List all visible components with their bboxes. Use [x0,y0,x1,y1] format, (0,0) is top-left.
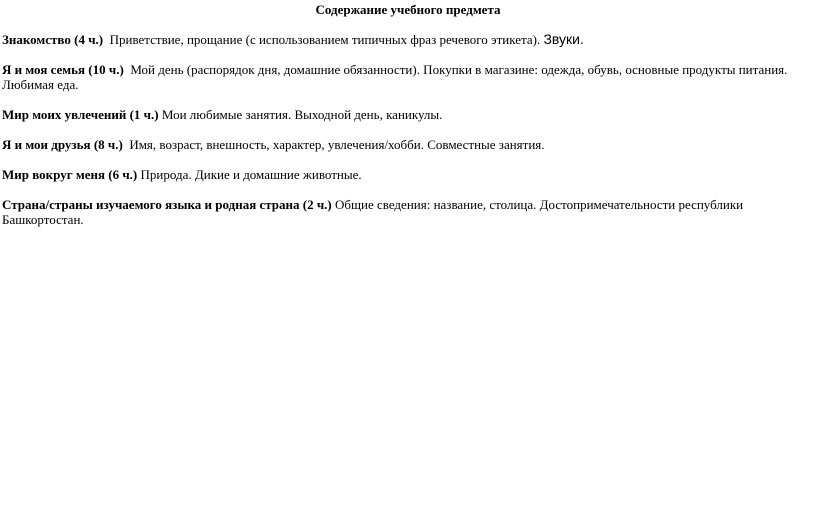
section-hobbies [2,107,814,122]
section-text: Мой день (распорядок дня, домашние обязанности). Покупки в магазине: одежда, обувь, основные продукты питания. Любимая еда. [2,62,788,92]
section-text: Мои любимые занятия. Выходной день, каникулы. [161,107,443,122]
section-heading: Мир моих увлечений (1 ч.) [2,107,159,122]
section-heading: Мир вокруг меня (6 ч.) [2,167,138,182]
section-heading: Знакомство (4 ч.) [2,32,104,47]
section-acquaintance [2,32,814,47]
section-world-around [2,167,814,182]
section-friends [2,137,814,152]
section-text: Имя, возраст, внешность, характер, увлечения/хобби. Совместные занятия. [129,137,545,152]
section-text: Природа. Дикие и домашние животные. [140,167,362,182]
section-text: Приветствие, прощание (с использованием типичных фраз речевого этикета). [109,32,541,47]
section-heading: Я и моя семья (10 ч.) [2,62,124,77]
section-text-tail: Звуки. [543,31,584,47]
section-heading: Страна/страны изучаемого языка и родная страна (2 ч.) [2,197,332,212]
section-country [2,197,814,227]
section-text: Общие сведения: название, столица. Достопримечательности республики Башкортостан. [2,197,744,227]
document-title: Содержание учебного предмета [315,2,501,17]
section-family [2,62,814,92]
section-heading: Я и мои друзья (8 ч.) [2,137,123,152]
